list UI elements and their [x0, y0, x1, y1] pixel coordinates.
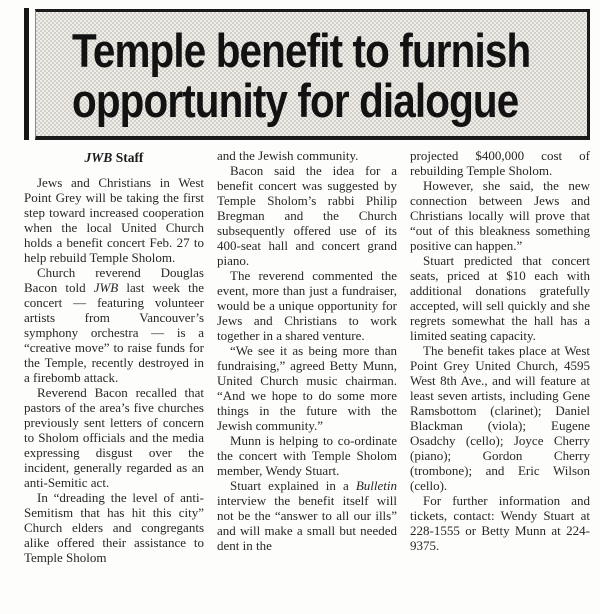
text-run: However, she said, the new connection between Jews and Christians locally will prove that “out of this bleakness something positive can happen.”	[410, 178, 590, 253]
text-run: Church reverend Douglas Bacon told	[24, 265, 204, 295]
text-run: “We see it as being more than fundraising,” agreed Betty Munn, United Church music chairman. “And we hope to do some more things in the future with the Jewish community.”	[217, 343, 397, 433]
article-paragraph	[410, 178, 590, 253]
text-run: For further information and tickets, contact: Wendy Stuart at 228-1555 or Betty Munn at 224-9375.	[410, 493, 590, 553]
article-column-2	[217, 148, 397, 565]
article-paragraph	[217, 343, 397, 433]
article-column-3	[410, 148, 590, 565]
text-run: The reverend commented the event, more than just a fundraiser, would be a unique opportunity for Jews and Christians to work together in a shared venture.	[217, 268, 397, 343]
byline	[24, 150, 204, 165]
article-paragraph	[410, 253, 590, 343]
headline-banner	[24, 8, 590, 140]
article-paragraph	[410, 493, 590, 553]
headline-line-1: Temple benefit to furnish	[72, 24, 531, 77]
headline-line-2: opportunity for dialogue	[72, 74, 519, 127]
article-paragraph	[217, 163, 397, 268]
text-run: Reverend Bacon recalled that pastors of the area’s five churches previously sent letters of concern to Sholom officials and the media expressing disgust over the incident, generally regarded as an anti-Semitic act.	[24, 385, 204, 490]
headline-box	[35, 9, 590, 140]
article-paragraph	[410, 343, 590, 493]
article-paragraph	[217, 148, 397, 163]
text-run: Jews and Christians in West Point Grey will be taking the first step toward increased cooperation when the local United Church holds a benefit concert Feb. 27 to help rebuild Temple Sholom.	[24, 175, 204, 265]
text-run: Stuart predicted that concert seats, priced at $10 each with additional donations gratefully accepted, will sell quickly and she regrets somewhat the hall has a limited seating capacity.	[410, 253, 590, 343]
text-run: The benefit takes place at West Point Grey United Church, 4595 West 8th Ave., and will feature at least seven artists, including Gene Ramsbottom (clarinet); Daniel Blackman (viola); Eugene Osadchy (cello); Joyce Cherry (piano); Gordon Cherry (trombone); and Eric Wilson (cello).	[410, 343, 590, 493]
article-paragraph	[217, 433, 397, 478]
article-paragraph	[24, 265, 204, 385]
article-paragraph	[410, 148, 590, 178]
text-run: interview the benefit itself will not be the “answer to all our ills” and will make a small but needed dent in the	[217, 493, 397, 553]
article-column-1	[24, 148, 204, 565]
text-run: Staff	[112, 150, 144, 165]
article-paragraph	[217, 268, 397, 343]
text-run: Bacon said the idea for a benefit concert was suggested by Temple Sholom’s rabbi Philip Bregman and the Church subsequently offered use of its 400-seat hall and concert grand piano.	[217, 163, 397, 268]
article-paragraph	[217, 478, 397, 553]
text-run: and the Jewish community.	[217, 148, 359, 163]
headline-left-rule	[24, 8, 29, 140]
text-run: Stuart explained in a	[230, 478, 356, 493]
article-paragraph	[24, 490, 204, 565]
text-run: In “dreading the level of anti-Semitism that has hit this city” Church elders and congregants alike offered their assistance to Temple Sholom	[24, 490, 204, 565]
article-body	[24, 148, 588, 565]
article-headline	[72, 24, 531, 127]
article-paragraph	[24, 385, 204, 490]
italic-text-run: Bulletin	[355, 478, 397, 493]
text-run: last week the concert — featuring volunteer artists from Vancouver’s symphony orchestra — is a “creative move” to raise funds for the Temple, recently destroyed in a firebomb attack.	[24, 280, 204, 385]
text-run: Munn is helping to co-ordinate the concert with Temple Sholom member, Wendy Stuart.	[217, 433, 397, 478]
italic-text-run: JWB	[93, 280, 119, 295]
italic-text-run: JWB	[84, 150, 113, 165]
text-run: projected $400,000 cost of rebuilding Temple Sholom.	[410, 148, 590, 178]
article-paragraph	[24, 175, 204, 265]
